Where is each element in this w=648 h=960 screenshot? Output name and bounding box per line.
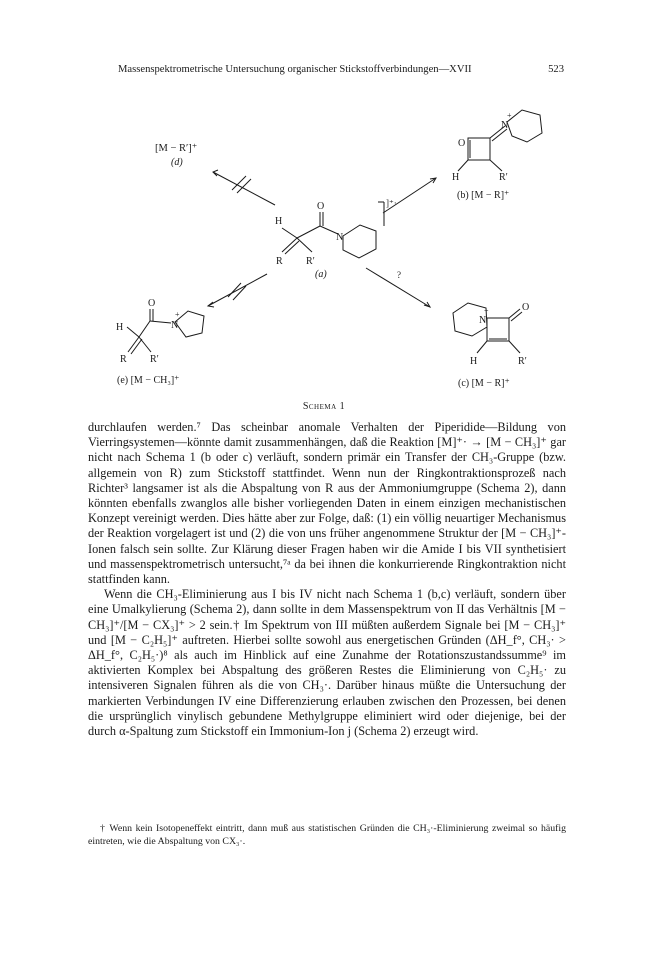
atom-o: O (317, 201, 325, 212)
atom-h-e: H (116, 322, 124, 333)
label-a: (a) (315, 269, 327, 280)
paragraph-1: durchlaufen werden.⁷ Das scheinbar anomale Verhalten der Piperidide—Bildung von Vierringsystemen—könnte damit zusammenhängen, daß die Reaktion [M]⁺· → [M − CH₃]⁺ gar nicht nach Schema 1 (b oder c) verläuft, sondern primär ein Transfer der CH₃-Gruppe (bzw. allgemein von R) zum Stickstoff stattfindet. Wenn nun der Ringkontraktionsprozeß nach Richter³ langsamer ist als die Abspaltung von R aus der Ammoniumgruppe (Schema 2), dann könnten ebenfalls zwanglos alle bisher vorliegenden Daten in einem einzigen mechanistischen Konzept vereinigt werden. Dies hätte aber zur Folge, daß: (1) ein völlig neuartiger Mechanismus der Reaktion vorgelagert ist und (2) die von uns früher angenommene Struktur der [M − CH₃]⁺-Ionen falsch sein sollte. Zur Klärung dieser Fragen haben wir die Amide I bis VII synthetisiert und massenspektrometrisch untersucht,⁷ᵃ da bei ihnen die konkurrierende Ringkontraktion nicht stattfinden kann. (88, 420, 566, 587)
running-title: Massenspektrometrische Untersuchung organischer Stickstoffverbindungen—XVII (118, 64, 472, 75)
atom-r-prime-c: R′ (518, 356, 527, 367)
label-d: (d) (171, 157, 183, 168)
atom-r-prime-e: R′ (150, 354, 159, 365)
atom-o-e: O (148, 298, 156, 309)
main-text (88, 420, 566, 739)
atom-h-b: H (452, 172, 460, 183)
atom-h: H (275, 216, 283, 227)
charge-c: + (484, 306, 489, 315)
product-d (155, 143, 197, 168)
atom-o-c: O (522, 302, 530, 313)
atom-r-e: R (120, 354, 127, 365)
label-e: (e) [M − CH₃]⁺ (117, 375, 180, 386)
atom-n: N (336, 232, 344, 243)
label-c: (c) [M − R]⁺ (458, 378, 510, 389)
question-mark: ? (397, 270, 401, 280)
page-number: 523 (548, 64, 564, 75)
molecule-a (275, 198, 397, 280)
atom-r-prime-b: R′ (499, 172, 508, 183)
atom-n-c: N (479, 315, 487, 326)
atom-r-prime: R′ (306, 256, 315, 267)
atom-r: R (276, 256, 283, 267)
label-b: (b) [M − R]⁺ (457, 190, 510, 201)
charge-b: + (507, 111, 512, 120)
scheme-caption: Schema 1 (302, 401, 346, 412)
product-c (453, 302, 529, 389)
atom-n-e: N (171, 320, 179, 331)
formula-d: [M − R′]⁺ (155, 143, 198, 154)
reaction-scheme-1 (0, 80, 648, 400)
radical-cation-charge: ]⁺· (386, 198, 397, 208)
atom-n-b: N (501, 120, 509, 131)
product-e (116, 298, 204, 386)
footnote: † Wenn kein Isotopeneffekt eintritt, dann muß aus statistischen Gründen die CH₃·-Eliminierung zweimal so häufig eintreten, wie die Abspaltung von CX₃·. (88, 823, 566, 847)
atom-h-c: H (470, 356, 478, 367)
product-b (452, 110, 542, 201)
atom-o-b: O (458, 138, 466, 149)
paragraph-2: Wenn die CH₃-Eliminierung aus I bis IV nicht nach Schema 1 (b,c) verläuft, sondern über eine Umalkylierung (Schema 2), dann sollte in dem Massenspektrum von II das Verhältnis [M − CH₃]⁺/[M − CX₃]⁺ > 2 sein.† Im Spektrum von III müßten außerdem Signale bei [M − CH₃]⁺ und [M − C₂H₅]⁺ auftreten. Hierbei sollte sowohl aus energetischen Gründen (ΔH_f°, CH₃· > ΔH_f°, C₂H₅·)⁸ als auch im Hinblick auf eine Zunahme der Rotationszustandssumme⁹ im aktivierten Komplex bei Abspaltung des größeren Restes die Eliminierung von C₂H₅· zu intensiveren Signalen führen als die von CH₃·. Darüber hinaus müßte die Untersuchung der markierten Verbindungen IV eine Differenzierung erlauben zwischen den Prozessen, bei denen die ursprünglich vinylisch gebundene Methylgruppe eliminiert wird oder diejenige, bei der durch α-Spaltung zum Stickstoff ein Immonium-Ion j (Schema 2) erzeugt wird. (88, 587, 566, 739)
arrows (208, 170, 436, 307)
charge-e: + (175, 310, 180, 319)
